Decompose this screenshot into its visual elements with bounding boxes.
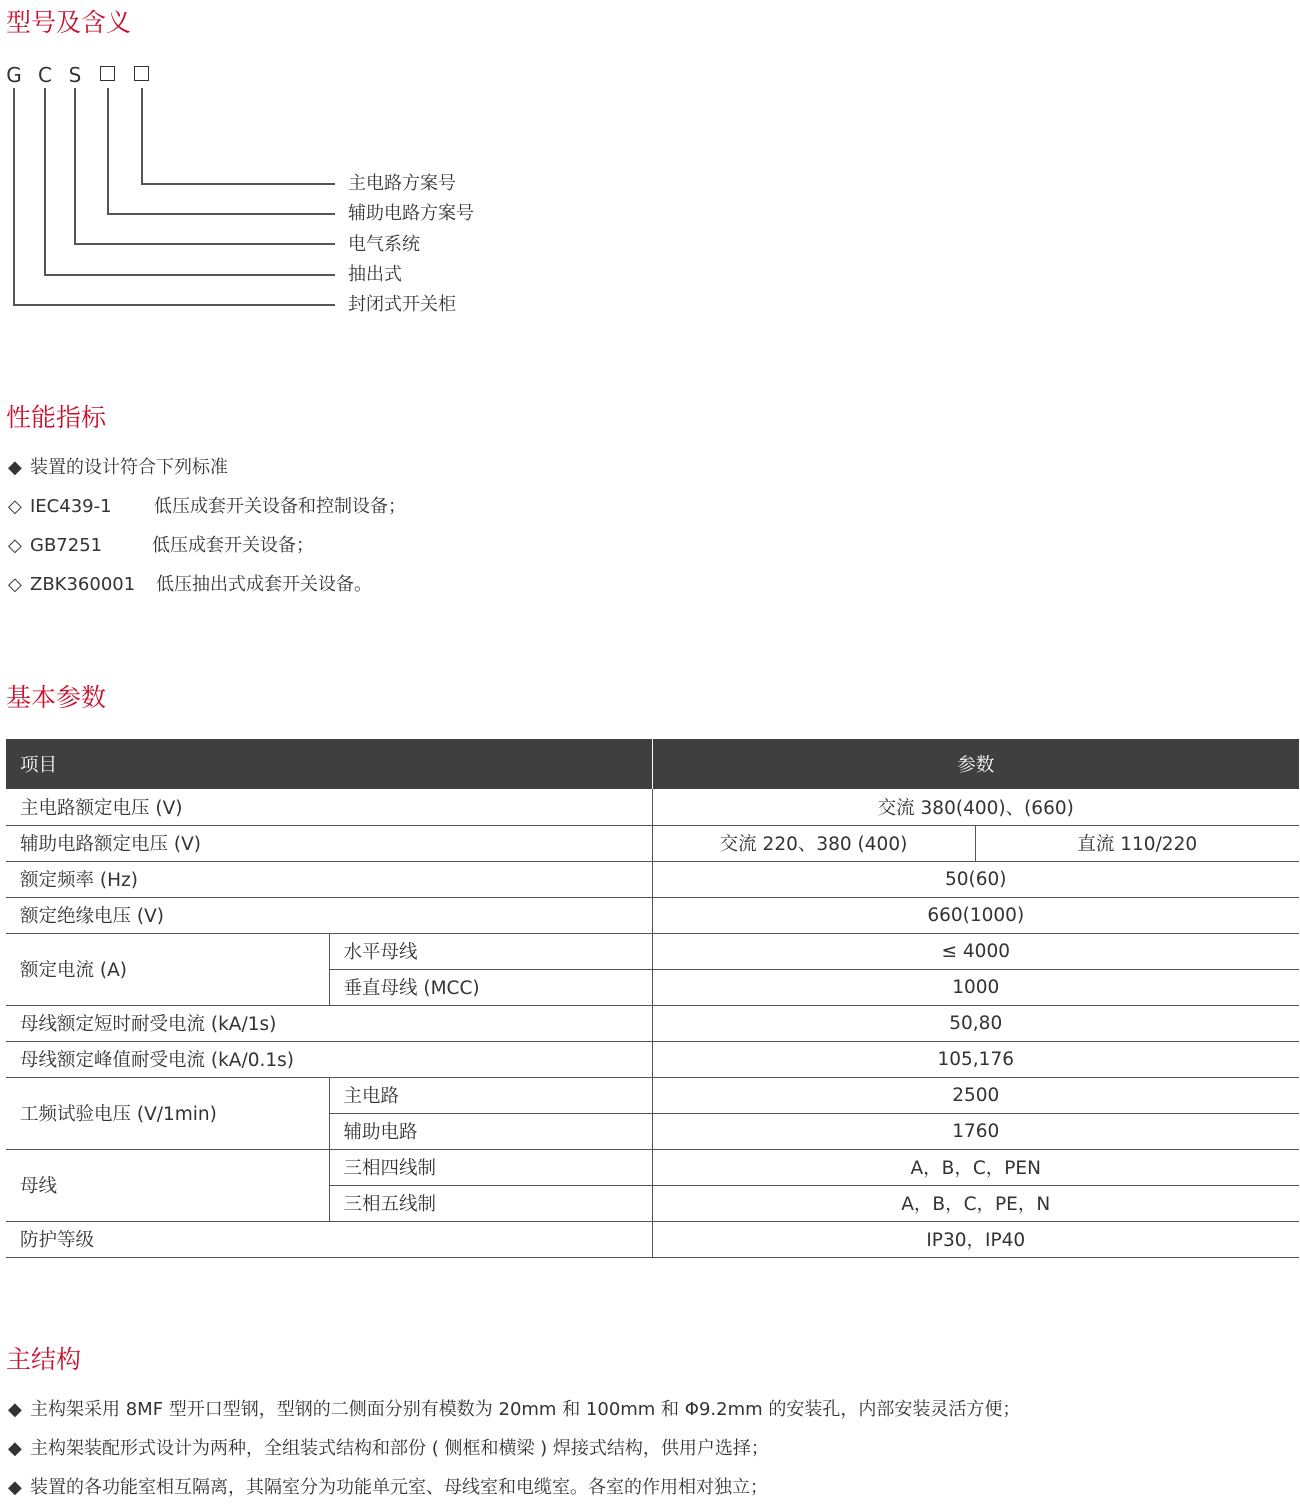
row-value: 50(60) (652, 861, 1299, 897)
header-item: 项目 (6, 739, 652, 789)
row-subitem: 主电路 (329, 1077, 652, 1113)
filled-diamond-icon: ◆ (8, 1477, 22, 1498)
section-title-basic-params: 基本参数 (6, 683, 107, 712)
basic-params-table (6, 739, 1299, 1258)
row-item: 主电路额定电压 (V) (6, 789, 652, 825)
connector-v-3 (74, 88, 76, 244)
row-value: 2500 (652, 1077, 1299, 1113)
code-letter-c: C (38, 63, 52, 87)
structure-item-text: 装置的各功能室相互隔离，其隔室分为功能单元室、母线室和电缆室。各室的作用相对独立； (30, 1477, 768, 1498)
standard-item (8, 574, 372, 596)
row-item: 辅助电路额定电压 (V) (6, 825, 652, 861)
header-param: 参数 (652, 739, 1299, 789)
row-value: 660(1000) (652, 897, 1299, 933)
filled-diamond-icon: ◆ (8, 1399, 22, 1420)
table-row (6, 897, 1299, 933)
connector-h-3 (74, 243, 335, 245)
code-label-electrical-system: 电气系统 (348, 234, 420, 255)
row-item: 母线 (6, 1149, 329, 1221)
code-placeholder-box-1 (100, 66, 115, 81)
row-item: 母线额定峰值耐受电流 (kA/0.1s) (6, 1041, 652, 1077)
code-label-enclosed-cabinet: 封闭式开关柜 (348, 294, 456, 315)
table-row (6, 1077, 1299, 1113)
row-value: 1000 (652, 969, 1299, 1005)
standard-item (8, 535, 314, 557)
code-letter-g: G (6, 63, 22, 87)
structure-item-text: 主构架采用 8MF 型开口型钢，型钢的二侧面分别有模数为 20mm 和 100mm 和 Φ9.2mm 的安装孔，内部安装灵活方便； (30, 1399, 1021, 1420)
performance-intro (8, 457, 228, 479)
structure-item (8, 1438, 769, 1460)
standard-desc: 低压抽出式成套开关设备。 (156, 574, 372, 595)
connector-v-5 (141, 88, 143, 184)
filled-diamond-icon: ◆ (8, 1438, 22, 1459)
row-value: A，B，C，PE，N (652, 1185, 1299, 1221)
row-value: ≤ 4000 (652, 933, 1299, 969)
section-title-model: 型号及含义 (6, 8, 132, 37)
standard-desc: 低压成套开关设备和控制设备； (154, 496, 406, 517)
row-item: 额定绝缘电压 (V) (6, 897, 652, 933)
row-item: 额定频率 (Hz) (6, 861, 652, 897)
section-title-structure: 主结构 (6, 1345, 82, 1374)
standard-code: GB7251 (30, 535, 103, 556)
row-item: 额定电流 (A) (6, 933, 329, 1005)
structure-item-text: 主构架装配形式设计为两种，全组装式结构和部份 ( 侧框和横梁 ) 焊接式结构，供用户选择； (30, 1438, 769, 1459)
connector-h-5 (141, 183, 335, 185)
connector-v-2 (44, 88, 46, 275)
row-value: 105,176 (652, 1041, 1299, 1077)
table-row (6, 1149, 1299, 1185)
code-label-aux-circuit: 辅助电路方案号 (348, 203, 474, 224)
connector-v-4 (107, 88, 109, 214)
section-title-performance: 性能指标 (6, 403, 107, 432)
row-value: 交流 380(400)、(660) (652, 789, 1299, 825)
row-value-dc: 直流 110/220 (975, 825, 1299, 861)
table-row (6, 933, 1299, 969)
row-value-ac: 交流 220、380 (400) (652, 825, 975, 861)
row-item: 防护等级 (6, 1221, 652, 1257)
connector-v-1 (13, 88, 15, 305)
connector-h-2 (44, 274, 335, 276)
hollow-diamond-icon: ◇ (8, 535, 22, 556)
connector-h-1 (13, 304, 335, 306)
standard-code: ZBK360001 (30, 574, 136, 595)
table-header-row (6, 739, 1299, 789)
table-row (6, 825, 1299, 861)
structure-item (8, 1477, 768, 1499)
table-row (6, 1005, 1299, 1041)
code-placeholder-box-2 (134, 66, 149, 81)
standard-item (8, 496, 406, 518)
table-row (6, 1221, 1299, 1257)
standard-code: IEC439-1 (30, 496, 112, 517)
row-subitem: 水平母线 (329, 933, 652, 969)
performance-intro-text: 装置的设计符合下列标准 (30, 457, 228, 478)
row-subitem: 垂直母线 (MCC) (329, 969, 652, 1005)
row-item: 母线额定短时耐受电流 (kA/1s) (6, 1005, 652, 1041)
code-label-main-circuit: 主电路方案号 (348, 173, 456, 194)
row-subitem: 三相四线制 (329, 1149, 652, 1185)
hollow-diamond-icon: ◇ (8, 496, 22, 517)
code-letter-s: S (68, 63, 82, 87)
standard-desc: 低压成套开关设备； (152, 535, 314, 556)
hollow-diamond-icon: ◇ (8, 574, 22, 595)
row-subitem: 辅助电路 (329, 1113, 652, 1149)
row-subitem: 三相五线制 (329, 1185, 652, 1221)
structure-item (8, 1399, 1020, 1421)
connector-h-4 (107, 213, 335, 215)
filled-diamond-icon: ◆ (8, 457, 22, 478)
table-row (6, 1041, 1299, 1077)
row-value: 50,80 (652, 1005, 1299, 1041)
row-value: 1760 (652, 1113, 1299, 1149)
code-label-drawout: 抽出式 (348, 264, 402, 285)
table-row (6, 861, 1299, 897)
row-item: 工频试验电压 (V/1min) (6, 1077, 329, 1149)
table-row (6, 789, 1299, 825)
row-value: IP30，IP40 (652, 1221, 1299, 1257)
row-value: A，B，C，PEN (652, 1149, 1299, 1185)
